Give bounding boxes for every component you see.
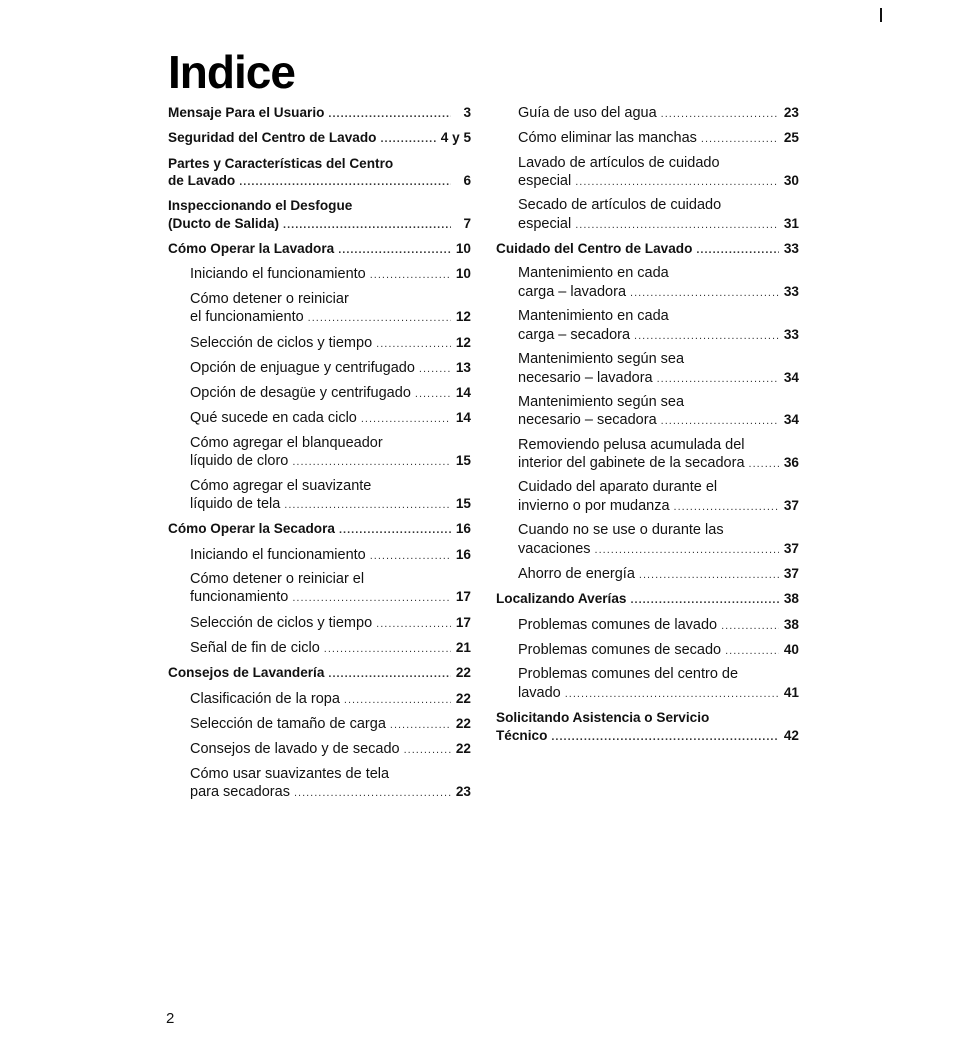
toc-line bbox=[190, 614, 471, 634]
dot-leader bbox=[419, 361, 451, 379]
toc-line bbox=[496, 709, 799, 727]
toc-section-entry bbox=[496, 240, 799, 260]
toc-entry-text: necesario – lavadora bbox=[518, 369, 653, 386]
toc-subentry bbox=[496, 104, 799, 124]
toc-page-number: 30 bbox=[783, 173, 799, 189]
toc-line bbox=[190, 265, 471, 285]
toc-entry-text: lavado bbox=[518, 684, 561, 701]
toc-entry-text: Cómo usar suavizantes de tela bbox=[190, 765, 390, 782]
toc-line bbox=[518, 479, 799, 497]
toc-subentry bbox=[496, 308, 799, 345]
dot-leader bbox=[239, 174, 451, 192]
toc-page-number: 3 bbox=[463, 105, 471, 120]
toc-page-number: 10 bbox=[455, 266, 471, 282]
toc-entry-text: Iniciando el funcionamiento bbox=[190, 546, 366, 563]
toc-subentry bbox=[496, 129, 799, 149]
toc-entry-text: interior del gabinete de la secadora bbox=[518, 455, 745, 472]
toc-entry-text: Consejos de Lavandería bbox=[168, 665, 325, 681]
toc-page-number: 34 bbox=[783, 369, 799, 385]
dot-leader bbox=[575, 174, 779, 192]
dot-leader bbox=[283, 217, 451, 235]
toc-line bbox=[190, 452, 471, 472]
dot-leader bbox=[696, 242, 779, 260]
toc-subentry bbox=[168, 639, 471, 659]
toc-subentry bbox=[168, 614, 471, 634]
toc-line bbox=[518, 641, 799, 661]
toc-line bbox=[518, 684, 799, 704]
toc-entry-text: Seguridad del Centro de Lavado bbox=[168, 130, 377, 146]
toc-subentry bbox=[496, 394, 799, 431]
toc-page-number: 22 bbox=[455, 665, 471, 681]
dot-leader bbox=[661, 106, 779, 124]
toc-subentry bbox=[496, 522, 799, 559]
toc-subentry bbox=[496, 197, 799, 234]
toc-page-number: 10 bbox=[455, 241, 471, 257]
toc-line bbox=[518, 215, 799, 235]
toc-subentry bbox=[496, 666, 799, 703]
toc-entry-text: Cómo eliminar las manchas bbox=[518, 130, 697, 147]
dot-leader bbox=[575, 217, 779, 235]
toc-line bbox=[190, 359, 471, 379]
toc-line bbox=[168, 240, 471, 260]
toc-subentry bbox=[168, 715, 471, 735]
toc-line bbox=[190, 384, 471, 404]
toc-subentry bbox=[168, 546, 471, 566]
toc-subentry bbox=[168, 435, 471, 472]
toc-page-number: 6 bbox=[463, 173, 471, 189]
toc-entry-text: Localizando Averías bbox=[496, 591, 627, 607]
toc-line bbox=[190, 690, 471, 710]
toc-entry-text: carga – secadora bbox=[518, 326, 631, 343]
toc-entry-text: Cómo detener o reiniciar bbox=[190, 290, 349, 307]
toc-page-number: 38 bbox=[783, 616, 799, 632]
toc-line bbox=[168, 215, 471, 235]
dot-leader bbox=[338, 242, 451, 260]
toc-line bbox=[190, 478, 471, 496]
toc-page-number: 15 bbox=[455, 453, 471, 469]
dot-leader bbox=[565, 686, 779, 704]
toc-entry-text: Problemas comunes de secado bbox=[518, 641, 722, 658]
dot-leader bbox=[339, 522, 451, 540]
toc-line bbox=[190, 409, 471, 429]
toc-line bbox=[190, 588, 471, 608]
toc-line bbox=[190, 639, 471, 659]
toc-subentry bbox=[496, 565, 799, 585]
toc-page-number: 23 bbox=[455, 784, 471, 800]
toc-subentry bbox=[168, 409, 471, 429]
toc-page-number: 14 bbox=[455, 410, 471, 426]
toc-line bbox=[518, 104, 799, 124]
toc-entry-text: Cómo agregar el suavizante bbox=[190, 477, 372, 494]
toc-page-number: 16 bbox=[455, 546, 471, 562]
toc-page-number: 22 bbox=[455, 715, 471, 731]
dot-leader bbox=[328, 666, 451, 684]
toc-line bbox=[518, 265, 799, 283]
toc-section-entry bbox=[168, 240, 471, 260]
toc-page-number: 38 bbox=[783, 591, 799, 607]
toc-entry-text: Opción de desagüe y centrifugado bbox=[190, 385, 411, 402]
toc-line bbox=[518, 454, 799, 474]
toc-page-number: 33 bbox=[783, 241, 799, 257]
dot-leader bbox=[361, 411, 451, 429]
toc-page-number: 41 bbox=[783, 684, 799, 700]
toc-entry-text: de Lavado bbox=[168, 173, 236, 189]
toc-entry-text: líquido de cloro bbox=[190, 453, 289, 470]
dot-leader bbox=[725, 643, 779, 661]
dot-leader bbox=[634, 328, 779, 346]
toc-page-number: 17 bbox=[455, 614, 471, 630]
toc-page-number: 33 bbox=[783, 326, 799, 342]
toc-entry-text: vacaciones bbox=[518, 540, 591, 557]
toc-page-number: 22 bbox=[455, 690, 471, 706]
dot-leader bbox=[284, 497, 451, 515]
toc-page-number: 42 bbox=[783, 727, 799, 743]
toc-entry-text: Ahorro de energía bbox=[518, 566, 635, 583]
toc-line bbox=[190, 766, 471, 784]
toc-line bbox=[168, 520, 471, 540]
toc-entry-text: Selección de ciclos y tiempo bbox=[190, 334, 373, 351]
toc-page-number: 34 bbox=[783, 412, 799, 428]
toc-entry-text: para secadoras bbox=[190, 784, 290, 801]
dot-leader bbox=[721, 618, 779, 636]
toc-line bbox=[518, 497, 799, 517]
toc-line bbox=[518, 283, 799, 303]
toc-entry-text: Selección de ciclos y tiempo bbox=[190, 614, 373, 631]
toc-subentry bbox=[168, 265, 471, 285]
dot-leader bbox=[370, 267, 451, 285]
toc-section-entry bbox=[168, 155, 471, 192]
dot-leader bbox=[380, 131, 436, 149]
page-title: Indice bbox=[168, 46, 295, 98]
toc-page-number: 33 bbox=[783, 283, 799, 299]
toc-page-number: 12 bbox=[455, 309, 471, 325]
toc-entry-text: Secado de artículos de cuidado bbox=[518, 197, 722, 214]
toc-entry-text: Problemas comunes de lavado bbox=[518, 616, 718, 633]
toc-subentry bbox=[168, 359, 471, 379]
toc-subentry bbox=[496, 437, 799, 474]
toc-line bbox=[518, 155, 799, 173]
toc-line bbox=[518, 197, 799, 215]
dot-leader bbox=[639, 567, 779, 585]
toc-entry-text: Técnico bbox=[496, 727, 548, 743]
dot-leader bbox=[595, 542, 779, 560]
toc-page-number: 37 bbox=[783, 566, 799, 582]
toc-left-column bbox=[168, 104, 471, 808]
toc-entry-text: Solicitando Asistencia o Servicio bbox=[496, 710, 710, 726]
toc-page-number: 14 bbox=[455, 385, 471, 401]
toc-entry-text: Mantenimiento en cada bbox=[518, 308, 669, 325]
toc-line bbox=[168, 172, 471, 192]
toc-page-number: 7 bbox=[463, 215, 471, 231]
toc-page-number: 17 bbox=[455, 589, 471, 605]
toc-page-number: 23 bbox=[783, 105, 799, 120]
toc-subentry bbox=[168, 384, 471, 404]
dot-leader bbox=[324, 641, 451, 659]
toc-section-entry bbox=[496, 590, 799, 610]
toc-entry-text: Cómo agregar el blanqueador bbox=[190, 434, 383, 451]
toc-entry-text: Opción de enjuague y centrifugado bbox=[190, 359, 415, 376]
toc-page-number: 12 bbox=[455, 334, 471, 350]
toc-line bbox=[190, 435, 471, 453]
toc-subentry bbox=[168, 766, 471, 803]
toc-entry-text: Cómo Operar la Secadora bbox=[168, 521, 335, 537]
toc-line bbox=[496, 727, 799, 747]
toc-line bbox=[518, 437, 799, 455]
toc-line bbox=[518, 565, 799, 585]
toc-line bbox=[518, 540, 799, 560]
toc-line bbox=[190, 291, 471, 309]
dot-leader bbox=[674, 499, 779, 517]
toc-page-number: 4 y 5 bbox=[440, 130, 471, 146]
dot-leader bbox=[308, 310, 451, 328]
toc-entry-text: invierno o por mudanza bbox=[518, 497, 670, 514]
toc-entry-text: Lavado de artículos de cuidado bbox=[518, 154, 720, 171]
dot-leader bbox=[657, 371, 779, 389]
toc-entry-text: Cómo Operar la Lavadora bbox=[168, 241, 335, 257]
toc-entry-text: Iniciando el funcionamiento bbox=[190, 266, 366, 283]
toc-line bbox=[190, 740, 471, 760]
dot-leader bbox=[292, 454, 451, 472]
dot-leader bbox=[701, 131, 779, 149]
toc-entry-text: líquido de tela bbox=[190, 496, 281, 513]
toc-line bbox=[190, 546, 471, 566]
toc-line bbox=[190, 308, 471, 328]
toc-line bbox=[168, 664, 471, 684]
toc-line bbox=[518, 522, 799, 540]
toc-line bbox=[168, 197, 471, 215]
dot-leader bbox=[749, 456, 779, 474]
toc-page-number: 21 bbox=[455, 640, 471, 656]
toc-line bbox=[518, 351, 799, 369]
toc-entry-text: Cuidado del Centro de Lavado bbox=[496, 241, 693, 257]
toc-entry-text: Cómo detener o reiniciar el bbox=[190, 570, 365, 587]
toc-entry-text: especial bbox=[518, 173, 572, 190]
toc-line bbox=[518, 616, 799, 636]
toc-line bbox=[518, 326, 799, 346]
toc-page-number: 40 bbox=[783, 641, 799, 657]
dot-leader bbox=[328, 106, 451, 124]
toc-page-number: 37 bbox=[783, 540, 799, 556]
toc-page-number: 13 bbox=[455, 359, 471, 375]
dot-leader bbox=[661, 413, 779, 431]
dot-leader bbox=[630, 592, 779, 610]
toc-entry-text: Cuidado del aparato durante el bbox=[518, 479, 718, 496]
toc-entry-text: Cuando no se use o durante las bbox=[518, 522, 724, 539]
toc-entry-text: Selección de tamaño de carga bbox=[190, 715, 386, 732]
toc-entry-text: el funcionamiento bbox=[190, 309, 304, 326]
edge-mark bbox=[880, 8, 882, 22]
toc-line bbox=[168, 129, 471, 149]
toc-subentry bbox=[496, 155, 799, 192]
toc-entry-text: (Ducto de Salida) bbox=[168, 215, 280, 231]
dot-leader bbox=[376, 616, 451, 634]
toc-entry-text: funcionamiento bbox=[190, 589, 289, 606]
toc-line bbox=[168, 104, 471, 124]
toc-page-number: 16 bbox=[455, 521, 471, 537]
toc-line bbox=[518, 369, 799, 389]
toc-subentry bbox=[496, 265, 799, 302]
toc-section-entry bbox=[168, 664, 471, 684]
toc-subentry bbox=[168, 334, 471, 354]
toc-entry-text: especial bbox=[518, 215, 572, 232]
toc-line bbox=[518, 411, 799, 431]
toc-entry-text: necesario – secadora bbox=[518, 412, 657, 429]
toc-line bbox=[518, 129, 799, 149]
toc-subentry bbox=[496, 616, 799, 636]
toc-subentry bbox=[168, 740, 471, 760]
toc-line bbox=[190, 715, 471, 735]
toc-page-number: 15 bbox=[455, 496, 471, 512]
toc-line bbox=[190, 571, 471, 589]
dot-leader bbox=[551, 729, 779, 747]
dot-leader bbox=[630, 285, 779, 303]
toc-subentry bbox=[496, 641, 799, 661]
toc-entry-text: Consejos de lavado y de secado bbox=[190, 741, 400, 758]
toc-line bbox=[518, 308, 799, 326]
toc-line bbox=[518, 172, 799, 192]
toc-page-number: 31 bbox=[783, 215, 799, 231]
toc-subentry bbox=[168, 291, 471, 328]
toc-line bbox=[496, 590, 799, 610]
toc-page-number: 22 bbox=[455, 741, 471, 757]
toc-entry-text: carga – lavadora bbox=[518, 283, 627, 300]
toc-entry-text: Inspeccionando el Desfogue bbox=[168, 198, 353, 214]
dot-leader bbox=[390, 717, 451, 735]
toc-section-entry bbox=[168, 129, 471, 149]
toc-section-entry bbox=[168, 197, 471, 234]
toc-page-number: 37 bbox=[783, 497, 799, 513]
toc-page-number: 25 bbox=[783, 130, 799, 146]
toc-entry-text: Mantenimiento según sea bbox=[518, 351, 685, 368]
toc-entry-text: Problemas comunes del centro de bbox=[518, 666, 739, 683]
toc-line bbox=[190, 334, 471, 354]
toc-entry-text: Mensaje Para el Usuario bbox=[168, 105, 325, 120]
toc-line bbox=[518, 394, 799, 412]
toc-line bbox=[168, 155, 471, 173]
toc-page-number: 36 bbox=[783, 455, 799, 471]
page-number: 2 bbox=[166, 1010, 175, 1027]
dot-leader bbox=[376, 336, 451, 354]
dot-leader bbox=[292, 590, 451, 608]
toc-entry-text: Removiendo pelusa acumulada del bbox=[518, 436, 745, 453]
toc-section-entry bbox=[168, 520, 471, 540]
toc-line bbox=[190, 495, 471, 515]
toc-line bbox=[518, 666, 799, 684]
toc-entry-text: Señal de fin de ciclo bbox=[190, 640, 320, 657]
toc-subentry bbox=[168, 571, 471, 608]
toc-section-entry bbox=[168, 104, 471, 124]
toc-entry-text: Qué sucede en cada ciclo bbox=[190, 410, 357, 427]
toc-subentry bbox=[496, 351, 799, 388]
toc-entry-text: Guía de uso del agua bbox=[518, 105, 657, 121]
dot-leader bbox=[370, 548, 451, 566]
toc-entry-text: Mantenimiento según sea bbox=[518, 393, 685, 410]
toc-subentry bbox=[496, 479, 799, 516]
dot-leader bbox=[344, 692, 451, 710]
toc-subentry bbox=[168, 690, 471, 710]
toc-subentry bbox=[168, 478, 471, 515]
toc-line bbox=[496, 240, 799, 260]
toc-section-entry bbox=[496, 709, 799, 746]
toc-line bbox=[190, 783, 471, 803]
toc-right-column bbox=[496, 104, 799, 752]
dot-leader bbox=[294, 785, 451, 803]
toc-entry-text: Clasificación de la ropa bbox=[190, 690, 340, 707]
dot-leader bbox=[415, 386, 451, 404]
dot-leader bbox=[404, 742, 451, 760]
toc-entry-text: Mantenimiento en cada bbox=[518, 265, 669, 282]
toc-entry-text: Partes y Características del Centro bbox=[168, 155, 394, 171]
